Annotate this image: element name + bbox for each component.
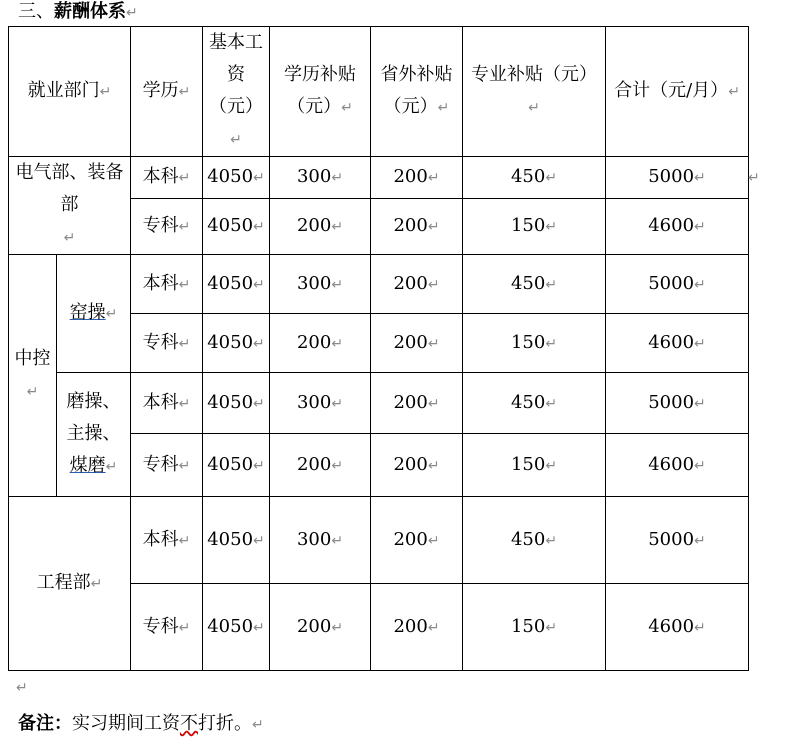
header-department: 就业部门↵ [9, 27, 131, 157]
header-total: 合计（元/月）↵ [606, 27, 749, 157]
cell-edu-allow: 200↵ [270, 199, 371, 255]
cell-major: 150↵ [463, 314, 606, 373]
header-education: 学历↵ [131, 27, 203, 157]
row-end-mark-icon: ↵ [748, 170, 760, 186]
cell-base: 4050↵ [203, 434, 270, 497]
cell-total: 5000↵ [606, 255, 749, 314]
cell-out: 200↵ [371, 497, 463, 584]
note-text-flagged: 不 [180, 713, 198, 734]
dept-electrical: 电气部、装备部 ↵ [9, 157, 131, 255]
cell-base: 4050↵ [203, 584, 270, 671]
dept-mill: 磨操、主操、煤磨↵ [57, 373, 131, 497]
header-major-allowance: 专业补贴（元）↵ [463, 27, 606, 157]
dept-engineering: 工程部↵ [9, 497, 131, 671]
cell-total: 5000↵ [606, 497, 749, 584]
table-row [9, 255, 749, 314]
cell-edu-allow: 200↵ [270, 434, 371, 497]
cell-total: 5000↵ [606, 157, 749, 199]
note-text: 实习期间工资 [72, 713, 180, 734]
cell-edu: 本科↵ [131, 157, 203, 199]
cell-total: 4600↵ [606, 584, 749, 671]
cell-out: 200↵ [371, 434, 463, 497]
cell-base: 4050↵ [203, 199, 270, 255]
cell-edu: 本科↵ [131, 373, 203, 434]
cell-out: 200↵ [371, 199, 463, 255]
cell-edu: 本科↵ [131, 255, 203, 314]
header-edu-allowance: 学历补贴（元）↵ [270, 27, 371, 157]
cell-edu: 本科↵ [131, 497, 203, 584]
cell-edu: 专科↵ [131, 584, 203, 671]
cell-major: 450↵ [463, 497, 606, 584]
note-text-end: 打折。 [198, 713, 252, 734]
cell-out: 200↵ [371, 157, 463, 199]
cell-edu-allow: 300↵ [270, 373, 371, 434]
cell-major: 450↵ [463, 255, 606, 314]
footnote [18, 708, 264, 741]
cell-total: 5000↵ [606, 373, 749, 434]
cell-out: 200↵ [371, 255, 463, 314]
cell-base: 4050↵ [203, 314, 270, 373]
paragraph-mark-icon: ↵ [126, 5, 138, 21]
header-base-salary: 基本工资（元）↵ [203, 27, 270, 157]
cell-total: 4600↵ [606, 314, 749, 373]
cell-edu: 专科↵ [131, 434, 203, 497]
cell-edu: 专科↵ [131, 314, 203, 373]
cell-major: 450↵ [463, 373, 606, 434]
cell-total: 4600↵ [606, 434, 749, 497]
empty-paragraph-mark-icon: ↵ [16, 680, 28, 696]
cell-edu-allow: 200↵ [270, 314, 371, 373]
cell-edu: 专科↵ [131, 199, 203, 255]
cell-major: 450↵ [463, 157, 606, 199]
cell-edu-allow: 300↵ [270, 497, 371, 584]
table-row [9, 373, 749, 434]
section-heading [18, 0, 138, 25]
cell-base: 4050↵ [203, 157, 270, 199]
table-header-row [9, 27, 749, 157]
note-label: 备注： [18, 713, 72, 734]
dept-central: 中控↵ [9, 255, 57, 497]
table-row [9, 157, 749, 199]
section-title: 薪酬体系 [54, 1, 126, 22]
cell-major: 150↵ [463, 584, 606, 671]
cell-base: 4050↵ [203, 373, 270, 434]
table-row [9, 497, 749, 584]
dept-kiln: 窑操↵ [57, 255, 131, 373]
cell-edu-allow: 300↵ [270, 255, 371, 314]
cell-base: 4050↵ [203, 255, 270, 314]
section-number: 三、 [18, 1, 54, 22]
header-out-province: 省外补贴（元）↵ [371, 27, 463, 157]
cell-out: 200↵ [371, 584, 463, 671]
paragraph-mark-icon: ↵ [252, 717, 264, 733]
cell-out: 200↵ [371, 373, 463, 434]
cell-edu-allow: 300↵ [270, 157, 371, 199]
cell-out: 200↵ [371, 314, 463, 373]
cell-edu-allow: 200↵ [270, 584, 371, 671]
cell-major: 150↵ [463, 434, 606, 497]
cell-total: 4600↵ [606, 199, 749, 255]
cell-base: 4050↵ [203, 497, 270, 584]
cell-major: 150↵ [463, 199, 606, 255]
salary-table [8, 26, 749, 671]
